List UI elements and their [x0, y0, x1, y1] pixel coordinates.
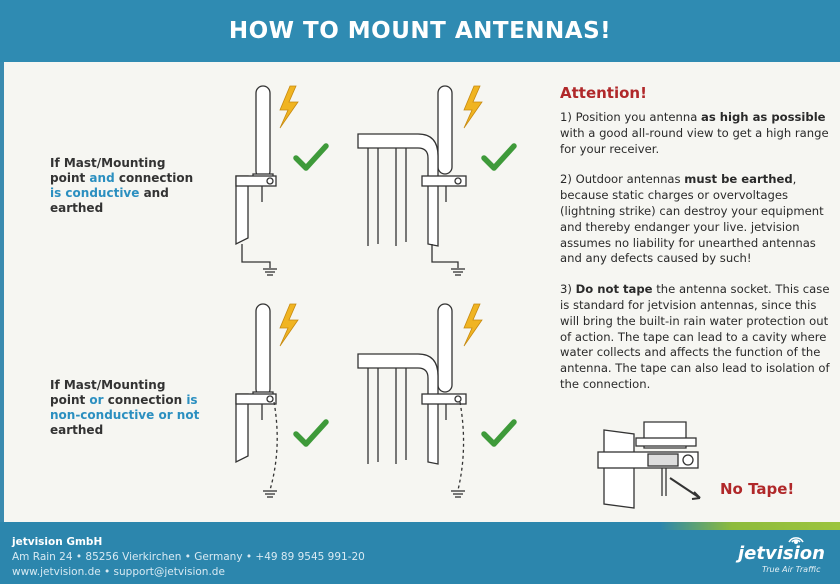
- lightning-bolt-icon: [280, 304, 298, 346]
- antenna-body: [256, 86, 270, 178]
- checkmark-icon: [296, 146, 326, 168]
- item-bold: must be earthed: [684, 172, 793, 187]
- label-highlight: or not: [158, 408, 200, 422]
- label-highlight: or: [89, 393, 104, 407]
- content-panel: [4, 62, 840, 522]
- diagram-no-tape: [596, 408, 716, 523]
- signal-waves-icon: [786, 530, 806, 544]
- diagram-bent-mast-conductive: [356, 76, 536, 276]
- attention-item-3: [560, 282, 830, 393]
- checkmark-icon: [296, 422, 326, 444]
- label-highlight: is: [186, 393, 198, 407]
- checkmark-icon: [484, 146, 514, 168]
- footer-accent-stripe: [660, 522, 840, 530]
- no-tape-label: No Tape!: [720, 480, 795, 498]
- company-contact: www.jetvision.de • support@jetvision.de: [12, 566, 225, 578]
- label-text: If Mast/Mounting: [50, 378, 166, 392]
- label-conductive: [50, 156, 200, 216]
- label-text: connection: [118, 171, 194, 185]
- attention-section: [560, 84, 830, 408]
- diagram-bent-mast-non-conductive: [356, 298, 536, 498]
- item-text: 1) Position you antenna: [560, 110, 702, 124]
- item-bold: Do not tape: [575, 282, 653, 297]
- lightning-bolt-icon: [464, 304, 482, 346]
- company-name: jetvision GmbH: [12, 536, 103, 548]
- label-highlight: non-conductive: [50, 408, 155, 422]
- item-bold: as high as possible: [701, 110, 826, 124]
- item-text: 2) Outdoor antennas: [560, 172, 685, 187]
- attention-item-2: [560, 172, 830, 267]
- brand-logo: jetvision: [738, 543, 825, 564]
- diagram-mast-non-conductive: [226, 298, 336, 498]
- header: [0, 0, 840, 62]
- footer: [0, 522, 840, 584]
- label-text: earthed: [50, 423, 104, 437]
- label-highlight: and: [89, 171, 115, 185]
- label-text: point: [50, 393, 86, 407]
- label-non-conductive: [50, 378, 200, 438]
- lightning-bolt-icon: [280, 86, 298, 128]
- attention-title: Attention!: [560, 84, 647, 102]
- label-text: connection: [107, 393, 183, 407]
- item-text: the antenna socket. This case is standard for jetvision antennas, since this will bring the built-in rain water protection out of action. The tape can lead to a cavity where water collects and affects the function of the antenna. The tape can also lead to isolation of the connection.: [560, 282, 830, 391]
- diagram-mast-conductive: [226, 76, 336, 276]
- label-text: and: [143, 186, 169, 200]
- label-text: earthed: [50, 201, 104, 215]
- attention-item-1: [560, 110, 830, 157]
- page-title: HOW TO MOUNT ANTENNAS!: [228, 18, 612, 44]
- brand-tagline: True Air Traffic: [762, 565, 821, 574]
- company-address: Am Rain 24 • 85256 Vierkirchen • Germany • +49 89 9545 991-20: [12, 551, 365, 563]
- label-text: If Mast/Mounting: [50, 156, 166, 170]
- item-text: 3): [560, 282, 576, 297]
- label-highlight: is conductive: [50, 186, 140, 200]
- checkmark-icon: [484, 422, 514, 444]
- item-text: , because static charges or overvoltages (lightning strike) can destroy your equipment and thereby endanger your live. jetvision assumes no liability for unearthed antennas and any defects caused by such!: [560, 172, 824, 266]
- lightning-bolt-icon: [464, 86, 482, 128]
- item-text: with a good all-round view to get a high range for your receiver.: [560, 125, 829, 156]
- bent-mast: [358, 134, 438, 246]
- label-text: point: [50, 171, 86, 185]
